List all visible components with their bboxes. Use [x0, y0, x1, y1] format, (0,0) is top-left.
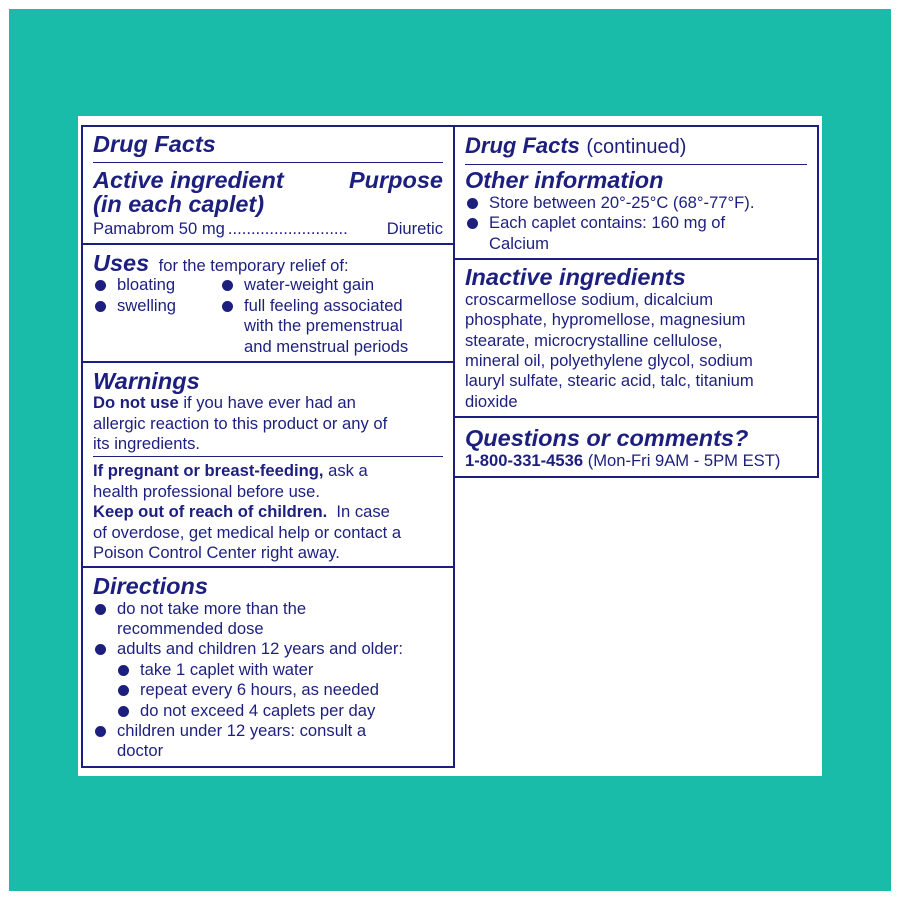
drug-facts-left-column	[81, 125, 455, 768]
bullet-icon	[95, 604, 106, 615]
use-item-line: with the premenstrual	[244, 316, 403, 335]
ingredient-purpose: Diuretic	[386, 219, 443, 238]
other-info-item: Store between 20°-25°C (68°-77°F).	[489, 193, 755, 212]
purpose-heading: Purpose	[348, 167, 443, 193]
warning-text-line: of overdose, get medical help or contact a	[93, 523, 402, 542]
bullet-icon	[118, 665, 129, 676]
keep-out-line	[93, 502, 390, 523]
section-divider	[83, 243, 453, 245]
use-item: water-weight gain	[244, 275, 375, 294]
ingredient-name: Pamabrom 50 mg	[93, 219, 225, 238]
inactive-line: stearate, microcrystalline cellulose,	[465, 331, 723, 350]
direction-item: do not take more than the	[117, 599, 307, 618]
bullet-icon	[222, 301, 233, 312]
pregnant-text: ask a	[323, 461, 368, 480]
dot-leader: ..........................	[227, 219, 348, 238]
do-not-use-text: if you have ever had an	[178, 393, 356, 412]
inactive-ingredients-heading: Inactive ingredients	[465, 264, 686, 290]
inactive-line: dioxide	[465, 392, 518, 411]
section-divider	[83, 566, 453, 568]
direction-subitem: take 1 caplet with water	[140, 660, 314, 679]
bullet-icon	[95, 301, 106, 312]
warning-text-line: its ingredients.	[93, 434, 200, 453]
warnings-heading: Warnings	[93, 368, 200, 394]
use-item: swelling	[117, 296, 177, 315]
active-ingredient-heading: Active ingredient	[93, 167, 284, 193]
directions-heading: Directions	[93, 573, 208, 599]
direction-item: adults and children 12 years and older:	[117, 639, 403, 658]
keep-out-label: Keep out of reach of children.	[93, 502, 328, 521]
direction-subitem: repeat every 6 hours, as needed	[140, 680, 379, 699]
bullet-icon	[95, 644, 106, 655]
pregnant-label: If pregnant or breast-feeding,	[93, 461, 324, 480]
questions-heading: Questions or comments?	[465, 425, 749, 451]
section-divider	[455, 258, 817, 260]
bullet-icon	[95, 726, 106, 737]
uses-intro: for the temporary relief of:	[158, 256, 349, 275]
contact-hours: (Mon-Fri 9AM - 5PM EST)	[583, 451, 781, 470]
active-ingredient-subheading: (in each caplet)	[93, 191, 265, 217]
section-divider	[83, 361, 453, 363]
other-info-item-line: Calcium	[489, 234, 549, 253]
inactive-line: phosphate, hypromellose, magnesium	[465, 310, 746, 329]
title-divider	[93, 162, 443, 163]
continued-label: (continued)	[586, 136, 687, 158]
title-divider	[465, 164, 807, 165]
other-info-item: Each caplet contains: 160 mg of	[489, 213, 726, 232]
uses-heading: Uses	[93, 250, 150, 276]
questions-contact	[465, 451, 780, 472]
warning-text-line: allergic reaction to this product or any of	[93, 414, 388, 433]
direction-item-line: doctor	[117, 741, 164, 760]
do-not-use-line	[93, 393, 356, 414]
use-item-line: and menstrual periods	[244, 337, 409, 356]
warning-text-line: health professional before use.	[93, 482, 320, 501]
other-information-heading: Other information	[465, 167, 664, 193]
section-divider	[455, 416, 817, 418]
use-item: bloating	[117, 275, 176, 294]
bullet-icon	[118, 706, 129, 717]
keep-out-text: In case	[327, 502, 390, 521]
drug-facts-title-continued: Drug Facts	[465, 133, 580, 158]
drug-facts-right-column	[453, 125, 819, 478]
bullet-icon	[222, 280, 233, 291]
drug-facts-title: Drug Facts	[93, 131, 216, 157]
inactive-line: mineral oil, polyethylene glycol, sodium	[465, 351, 753, 370]
use-item: full feeling associated	[244, 296, 403, 315]
direction-subitem: do not exceed 4 caplets per day	[140, 701, 376, 720]
direction-item-line: recommended dose	[117, 619, 264, 638]
bullet-icon	[95, 280, 106, 291]
do-not-use-label: Do not use	[93, 393, 179, 412]
warnings-divider	[93, 456, 443, 457]
warning-text-line: Poison Control Center right away.	[93, 543, 340, 562]
bullet-icon	[467, 198, 478, 209]
continued-title	[465, 133, 686, 159]
uses-header	[93, 250, 349, 277]
bullet-icon	[118, 685, 129, 696]
inactive-line: croscarmellose sodium, dicalcium	[465, 290, 714, 309]
direction-item: children under 12 years: consult a	[117, 721, 367, 740]
pregnant-line	[93, 461, 368, 482]
phone-number: 1-800-331-4536	[465, 451, 584, 470]
bullet-icon	[467, 218, 478, 229]
inactive-line: lauryl sulfate, stearic acid, talc, titanium	[465, 371, 754, 390]
active-ingredient-row	[93, 219, 443, 240]
